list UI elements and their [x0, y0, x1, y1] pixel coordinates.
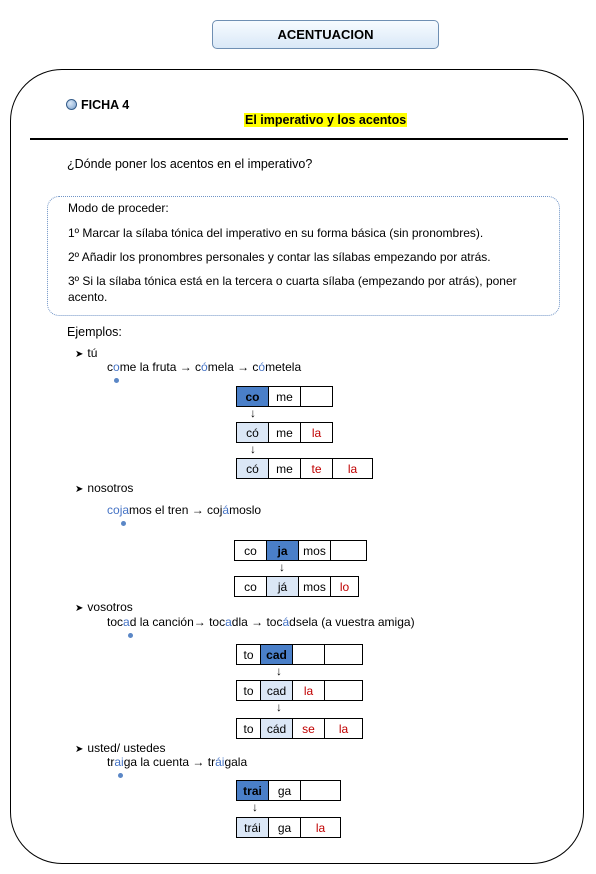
- example-person-vosotros: [75, 600, 133, 614]
- person-label: usted/ ustedes: [87, 741, 166, 755]
- syllable-cell: já: [267, 577, 299, 597]
- syllable-cell: cad: [261, 645, 293, 665]
- example-sentence-usted: [107, 755, 247, 769]
- syllable-cell: co: [235, 541, 267, 561]
- person-label: vosotros: [87, 600, 133, 614]
- example-sentence-nosotros: [107, 503, 261, 517]
- syllable-table: [236, 458, 373, 479]
- syllable-cell: to: [237, 719, 261, 739]
- down-arrow-icon: ↓: [252, 800, 258, 814]
- syllable-cell: có: [237, 459, 269, 479]
- syllable-cell: cad: [261, 681, 293, 701]
- sentence-part: d la canción→ toc: [129, 615, 226, 629]
- syllable-cell: co: [237, 387, 269, 407]
- syllable-cell: [293, 645, 325, 665]
- person-label: tú: [87, 346, 98, 360]
- sentence-part: c: [107, 360, 113, 374]
- ficha-text: FICHA 4: [81, 98, 130, 112]
- page-header-title: ACENTUACION: [212, 20, 439, 49]
- arrowhead-bullet-icon: ➤: [75, 603, 84, 614]
- arrowhead-bullet-icon: ➤: [75, 744, 84, 755]
- stressed-letter: a: [225, 615, 232, 629]
- syllable-table: [236, 422, 333, 443]
- down-arrow-icon: ↓: [250, 406, 256, 420]
- syllable-cell: te: [301, 459, 333, 479]
- down-arrow-icon: ↓: [250, 442, 256, 456]
- sentence-part: gala: [224, 755, 248, 769]
- sentence-part: me la fruta → c: [119, 360, 202, 374]
- sentence-part: mela → c: [207, 360, 259, 374]
- divider: [30, 138, 568, 140]
- syllable-cell: la: [293, 681, 325, 701]
- stressed-letter: á: [215, 755, 222, 769]
- syllable-cell: to: [237, 681, 261, 701]
- syllable-cell: ja: [267, 541, 299, 561]
- arrowhead-bullet-icon: ➤: [75, 349, 84, 360]
- person-label: nosotros: [87, 481, 134, 495]
- syllable-cell: mos: [299, 541, 331, 561]
- sentence-part: metela: [265, 360, 302, 374]
- stress-dot-icon: [114, 378, 119, 383]
- syllable-table: [236, 644, 363, 665]
- syllable-cell: [325, 645, 363, 665]
- procedure-step-3: 3º Si la sílaba tónica está en la tercera o cuarta sílaba (empezando por atrás), poner acento.: [68, 274, 517, 304]
- stressed-letter: á: [222, 503, 230, 517]
- sentence-part: mos el tren → coj: [129, 503, 223, 517]
- stress-dot-icon: [118, 773, 123, 778]
- stressed-letter: á: [282, 615, 290, 629]
- syllable-cell: me: [269, 423, 301, 443]
- down-arrow-icon: ↓: [276, 664, 282, 678]
- ficha-subtitle: El imperativo y los acentos: [245, 113, 407, 127]
- syllable-table: [236, 780, 341, 801]
- syllable-cell: me: [269, 387, 301, 407]
- syllable-cell: mos: [299, 577, 331, 597]
- syllable-table: [236, 386, 333, 407]
- syllable-cell: [301, 781, 341, 801]
- sentence-part: dla → toc: [231, 615, 283, 629]
- syllable-cell: [331, 541, 367, 561]
- syllable-cell: co: [235, 577, 267, 597]
- syllable-cell: [325, 681, 363, 701]
- stressed-letter: co: [107, 503, 120, 517]
- syllable-cell: cád: [261, 719, 293, 739]
- example-sentence-tu: [107, 360, 301, 374]
- sentence-part: ga la cuenta → tr: [123, 755, 216, 769]
- syllable-table: [236, 718, 363, 739]
- ficha-label: [66, 98, 129, 112]
- sentence-part: moslo: [229, 503, 262, 517]
- syllable-cell: la: [301, 423, 333, 443]
- syllable-cell: ga: [269, 818, 301, 838]
- sentence-part: toc: [107, 615, 124, 629]
- syllable-table: [236, 680, 363, 701]
- stressed-letter: ja: [119, 503, 130, 517]
- example-sentence-vosotros: [107, 615, 415, 629]
- down-arrow-icon: ↓: [279, 560, 285, 574]
- syllable-cell: to: [237, 645, 261, 665]
- procedure-title: Modo de proceder:: [68, 201, 169, 215]
- syllable-cell: [301, 387, 333, 407]
- example-person-tu: [75, 346, 97, 360]
- syllable-cell: ga: [269, 781, 301, 801]
- arrowhead-bullet-icon: ➤: [75, 484, 84, 495]
- syllable-cell: trái: [237, 818, 269, 838]
- procedure-step-1: 1º Marcar la sílaba tónica del imperativo en su forma básica (sin pronombres).: [68, 226, 484, 240]
- syllable-table: [234, 576, 359, 597]
- stressed-letter: ó: [201, 360, 208, 374]
- syllable-cell: la: [325, 719, 363, 739]
- syllable-cell: trai: [237, 781, 269, 801]
- example-person-usted: [75, 741, 165, 755]
- stress-dot-icon: [121, 521, 126, 526]
- procedure-step-2: 2º Añadir los pronombres personales y contar las sílabas empezando por atrás.: [68, 250, 491, 264]
- syllable-cell: me: [269, 459, 301, 479]
- syllable-cell: se: [293, 719, 325, 739]
- stressed-letter: o: [113, 360, 120, 374]
- question-text: ¿Dónde poner los acentos en el imperativo?: [67, 157, 313, 171]
- stressed-letter: ó: [258, 360, 266, 374]
- down-arrow-icon: ↓: [276, 700, 282, 714]
- example-person-nosotros: [75, 481, 133, 495]
- stressed-letter: a: [123, 615, 130, 629]
- syllable-table: [236, 817, 341, 838]
- syllable-table: [234, 540, 367, 561]
- stressed-letter: i: [121, 755, 124, 769]
- stress-dot-icon: [128, 633, 133, 638]
- stressed-letter: i: [221, 755, 225, 769]
- syllable-cell: la: [301, 818, 341, 838]
- bullet-dot-icon: [66, 99, 77, 110]
- sentence-part: tr: [107, 755, 115, 769]
- sentence-part: dsela (a vuestra amiga): [289, 615, 415, 629]
- procedure-box: [47, 196, 560, 316]
- syllable-cell: la: [333, 459, 373, 479]
- examples-title: Ejemplos:: [67, 325, 122, 339]
- syllable-cell: lo: [331, 577, 359, 597]
- stressed-letter: a: [114, 755, 122, 769]
- syllable-cell: có: [237, 423, 269, 443]
